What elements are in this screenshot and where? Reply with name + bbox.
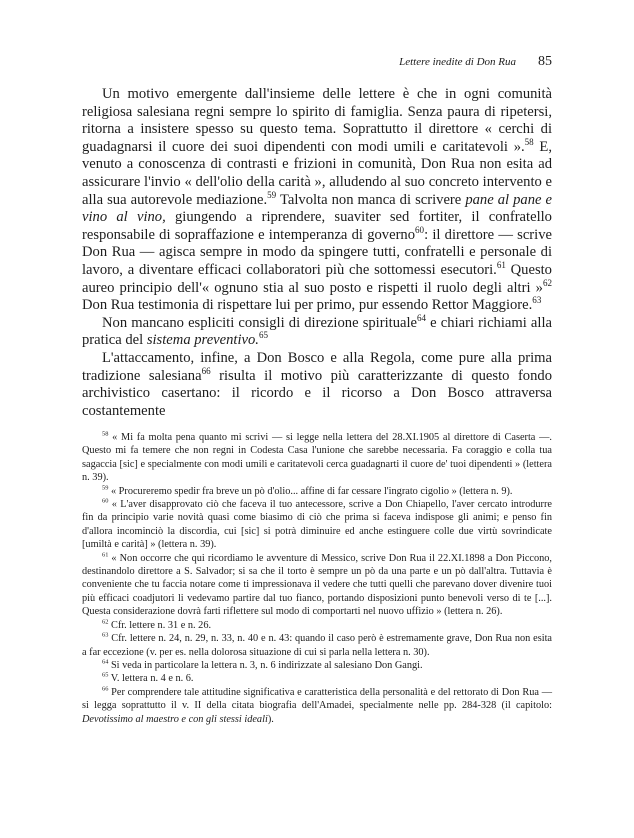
paragraph-2 xyxy=(82,312,552,350)
footnote-text: « L'aver disapprovato ciò che faceva il tuo antecessore, scrive a Don Chiapello, l'aver cercato introdurre fin da principio varie novità quasi come biasimo di ciò che prima si faceva indispose gli animi; e penso fin d'allora incominciò la discordia, cui [sic] si potrà diminuire ed anche estinguere colle due virtù sovrindicate [umiltà e carità] » (lettera n. 39). xyxy=(82,499,552,551)
footnote-66 xyxy=(82,686,552,726)
footnote-mark: 58 xyxy=(102,430,109,438)
footnote-ref-65[interactable]: 65 xyxy=(258,330,269,341)
footnote-65 xyxy=(82,672,552,685)
footnote-ref-64[interactable]: 64 xyxy=(417,312,427,323)
text-run: Non mancano espliciti consigli di direzione spirituale xyxy=(102,314,417,331)
text-run: Questo aureo principio dell'« ognuno stia al suo posto e rispetti il ruolo degli altri » xyxy=(82,261,552,296)
text-run: risulta il motivo più caratterizzante di questo fondo archivistico casertano: il ricordo e il ricorso a Don Bosco attraversa costantemente xyxy=(82,367,552,419)
footnote-text: Cfr. lettere n. 31 e n. 26. xyxy=(110,619,212,631)
footnote-text: Si veda in particolare la lettera n. 3, n. 6 indirizzate al salesiano Don Gangi. xyxy=(110,659,423,671)
footnote-text-end: ). xyxy=(267,713,274,725)
footnote-mark: 63 xyxy=(102,631,109,639)
footnote-mark: 62 xyxy=(102,618,109,626)
footnote-ref-58[interactable]: 58 xyxy=(524,136,534,147)
page-header xyxy=(82,54,552,70)
text-run: L'attaccamento, infine, a Don Bosco e alla Regola, come pure alla prima tradizione salesiana xyxy=(82,349,552,384)
emphasis-text: sistema preventivo. xyxy=(146,332,259,349)
text-run: E, venuto a conoscenza di contrasti e frizioni in comunità, Don Rua non esita ad assicurare l'invio « dell'olio della carità », alludendo al suo concreto intervento e alla sua autorevole mediazione. xyxy=(82,138,552,208)
footnote-ref-63[interactable]: 63 xyxy=(532,295,542,306)
page-number: 85 xyxy=(538,54,552,69)
text-run: Un motivo emergente dall'insieme delle lettere è che in ogni comunità religiosa salesiana regni sempre lo spirito di famiglia. Senza paura di ripetersi, ritorna a insistere spesso su questo tema. Soprattutto il direttore « cerchi di guadagnarsi il cuore dei suoi dipendenti con modi umili e caritatevoli ». xyxy=(82,86,552,155)
text-run: e chiari richiami alla pratica del xyxy=(82,314,552,349)
footnote-mark: 59 xyxy=(102,484,109,492)
footnote-59 xyxy=(82,485,552,498)
footnote-ref-62[interactable]: 62 xyxy=(542,277,552,288)
body-text xyxy=(82,86,552,420)
footnote-mark: 65 xyxy=(102,671,109,679)
footnote-62 xyxy=(82,619,552,632)
footnote-mark: 60 xyxy=(102,497,109,505)
chapter-title: Devotissimo al maestro e con gli stessi ideali xyxy=(82,713,268,725)
paragraph-1 xyxy=(82,86,552,315)
footnote-ref-59[interactable]: 59 xyxy=(267,189,277,200)
footnote-mark: 64 xyxy=(102,658,109,666)
footnote-63 xyxy=(82,632,552,659)
footnote-ref-60[interactable]: 60 xyxy=(415,224,425,235)
footnote-mark: 66 xyxy=(102,685,109,693)
footnote-text: « Procureremo spedir fra breve un pò d'olio... affine di far cessare l'ingrato cigolio » (lettera n. 9). xyxy=(110,485,513,497)
footnote-60 xyxy=(82,498,552,552)
footnote-text: « Non occorre che qui ricordiamo le avventure di Messico, scrive Don Rua il 22.XI.1898 a Don Piccono, destinandolo direttore a S. Salvador; si sa che il torto è sempre un pò da una parte e un pò dall'altra. Tuttavia è conveniente che tu faccia notare come ti impressionava il vedere che tutti quelli che parevano dover divenire tuoi più efficaci coadjutori li vedevamo partire dal tuo fianco, portando disposizioni punto benevoli verso di te [...]. Questa considerazione dovrà farti riflettere sul modo di comportarti nel nuovo uffizio » (lettera n. 26). xyxy=(82,552,553,618)
footnote-ref-66[interactable]: 66 xyxy=(201,365,211,376)
footnote-ref-61[interactable]: 61 xyxy=(496,260,506,271)
footnotes xyxy=(82,431,552,726)
emphasis-text: pane al pane e vino al vino, xyxy=(82,191,553,226)
paragraph-3 xyxy=(82,350,552,420)
footnote-text: V. lettera n. 4 e n. 6. xyxy=(110,673,194,685)
footnote-text: Per comprendere tale attitudine significativa e caratteristica della personalità e del rettorato di Don Rua — si legga soprattutto il v. II della citata biografia dell'Amadei, specialmente nelle pp. 284-328 (il capitolo: xyxy=(82,686,552,712)
footnote-text: « Mi fa molta pena quanto mi scrivi — si legge nella lettera del 28.XI.1905 al direttore di Caserta —. Questo mi fa temere che non regni in Codesta Casa l'unione che sarebbe necessaria. Fa coraggio e colla tua sagaccia [sic] e specialmente con modi umili e caritatevoli cerca guadagnarti il cuore de' tuoi dipendenti » (lettera n. 39). xyxy=(82,432,553,484)
running-title: Lettere inedite di Don Rua xyxy=(399,56,516,68)
text-run: : il direttore — scrive Don Rua — agisca sempre in modo da spingere tutti, confratelli e personale di lavoro, a diventare efficaci collaboratori più che sottomessi esecutori. xyxy=(82,226,552,278)
footnote-64 xyxy=(82,659,552,672)
text-run: Don Rua testimonia di rispettare lui per primo, pur essendo Rettor Maggiore. xyxy=(82,297,533,314)
footnote-58 xyxy=(82,431,552,485)
footnote-mark: 61 xyxy=(102,551,109,559)
text-run: Talvolta non manca di scrivere xyxy=(276,191,466,208)
footnote-61 xyxy=(82,552,552,619)
text-run: giungendo a riprendere, suaviter sed fortiter, il confratello responsabile di sopraffazione e intemperanza di governo xyxy=(82,209,552,243)
footnote-text: Cfr. lettere n. 24, n. 29, n. 33, n. 40 e n. 43: quando il caso però è estremamente grave, Don Rua non esita a far eccezione (v. per es. nella dolorosa situazione di cui si parla nella lettera n. 30). xyxy=(82,633,553,658)
